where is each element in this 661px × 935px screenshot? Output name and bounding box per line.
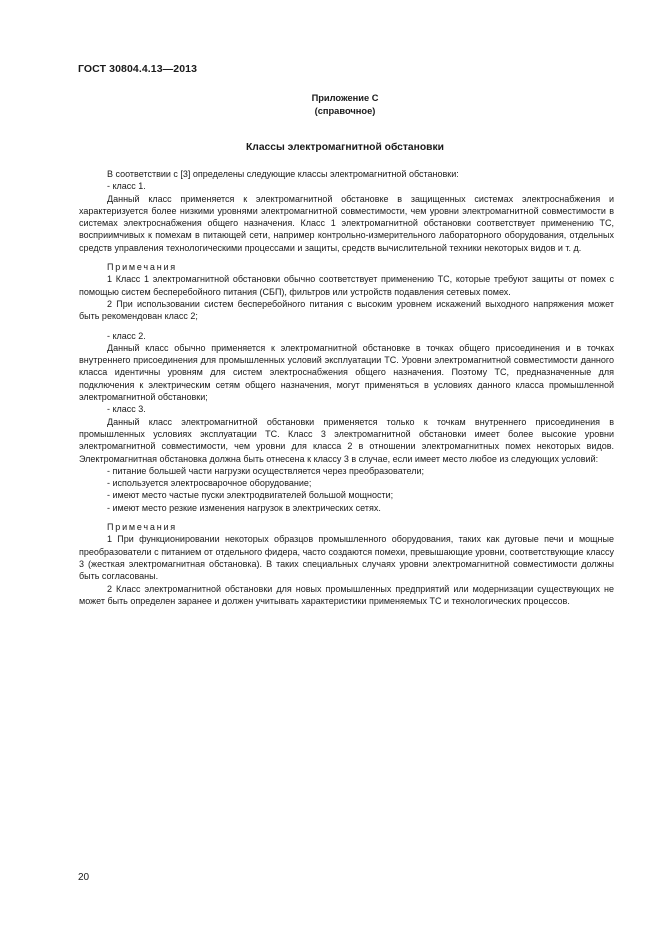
- condition-item: - питание большей части нагрузки осуществляется через преобразователи;: [107, 465, 425, 476]
- document-code: ГОСТ 30804.4.13—2013: [78, 63, 198, 75]
- section-title: Классы электромагнитной обстановки: [246, 142, 444, 153]
- notes-block-1: [79, 261, 614, 322]
- class-2-description: Данный класс обычно применяется к электромагнитной обстановке в точках общего присоединения и в точках внутреннего присоединения для промышленных условий эксплуатации ТС. Уровни электромагнитной совместимости данного класса идентичны уровням для систем электроснабжения общего назначения. Поэтому ТС, предназначенные для подключения к электрическим сетям общего назначения, могут применяться в условиях данного класса промышленной электромагнитной обстановки;: [79, 342, 614, 403]
- class-2-label: - класс 2.: [107, 330, 146, 341]
- condition-item: - используется электросварочное оборудование;: [107, 478, 312, 489]
- document-body: [79, 168, 614, 607]
- note-item: 1 Класс 1 электромагнитной обстановки обычно соответствует применению ТС, которые требуют защиты от помех с помощью систем бесперебойного питания (СБП), фильтров или устройств подавления сетевых помех.: [79, 274, 614, 297]
- appendix-subtitle: (справочное): [314, 105, 376, 116]
- condition-item: - имеют место частые пуски электродвигателей большой мощности;: [107, 490, 394, 501]
- notes-block-2: [79, 521, 614, 607]
- condition-item: - имеют место резкие изменения нагрузок в электрических сетях.: [107, 502, 381, 513]
- class-1-label: - класс 1.: [107, 181, 146, 192]
- intro-paragraph: В соответствии с [3] определены следующие классы электромагнитной обстановки:: [107, 169, 459, 179]
- class-3-description: Данный класс электромагнитной обстановки применяется только к точкам внутреннего присоединения в промышленных условиях эксплуатации ТС. Класс 3 электромагнитной обстановки имеет более высокие уровни электромагнитной совместимости, чем уровни для класса 2 в отношении электромагнитных помех некоторых видов. Электромагнитная обстановка должна быть отнесена к классу 3 в случае, если имеет место любое из следующих условий:: [79, 416, 614, 464]
- class-1-description: Данный класс применяется к электромагнитной обстановке в защищенных системах электроснабжения и характеризуется более низкими уровнями электромагнитной совместимости, чем уровни электромагнитной совместимости в системах электроснабжения общего назначения. Класс 1 электромагнитной обстановки соответствует применению ТС, восприимчивых к помехам в питающей сети, например контрольно-измерительного лабораторного оборудования, отдельных средств управления технологическими процессами и защиты, средств вычислительной техники некоторых видов и т. д.: [79, 193, 614, 253]
- appendix-title: Приложение С: [311, 93, 379, 103]
- class-3-label: - класс 3.: [107, 404, 146, 415]
- notes-heading: Примечания: [107, 262, 177, 273]
- page-number: 20: [78, 872, 90, 883]
- appendix-heading: [0, 92, 661, 117]
- note-item: 2 При использовании систем бесперебойного питания с высоким уровнем искажений выходного напряжения может быть рекомендован класс 2;: [79, 298, 614, 322]
- note-item: 2 Класс электромагнитной обстановки для новых промышленных предприятий или модернизации существующих не может быть определен заранее и должен учитывать характеристики применяемых ТС и технологических процессов.: [79, 583, 614, 606]
- note-item: 1 При функционировании некоторых образцов промышленного оборудования, таких как дуговые печи и мощные преобразователи с питанием от отдельного фидера, часто создаются помехи, превышающие уровни, соответствующие классу 3 (жесткая электромагнитная обстановка). В таких специальных случаях уровни электромагнитной совместимости должны быть согласованы.: [79, 534, 614, 582]
- notes-heading: Примечания: [107, 522, 177, 533]
